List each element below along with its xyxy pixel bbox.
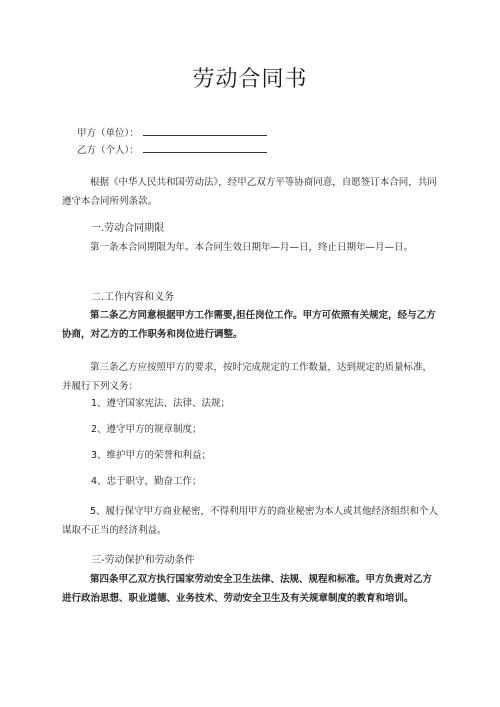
list-item: 3、维护甲方的荣誉和利益； [91, 450, 212, 461]
party-a-line [77, 126, 267, 141]
section-3-text: 第三条乙方应按照甲方的要求，按时完成规定的工作数量，达到规定的质量标准，并履行下列义务： [62, 362, 433, 392]
party-a-label: 甲方（单位）： [77, 128, 139, 139]
party-b-label: 乙方（个人）： [77, 145, 139, 156]
party-a-blank [143, 126, 267, 136]
intro-paragraph: 根据《中华人民共和国劳动法》，经甲乙双方平等协商同意，自愿签订本合同，共同遵守本合同所列条款。 [62, 177, 437, 207]
section-2-text: 第二条乙方同意根据甲方工作需要,担任岗位工作。甲方可依照有关规定，经与乙方协商，对乙方的工作职务和岗位进行调整。 [62, 310, 436, 340]
section-1-heading: 一.劳动合同期限 [91, 223, 165, 234]
page-title: 劳动合同书 [192, 67, 308, 92]
list-item: 1、遵守国家宪法、法律、法规； [91, 398, 231, 409]
list-item: 4、忠于职守，勤奋工作； [91, 476, 202, 487]
list-item: 2、遵守甲方的规章制度； [91, 424, 202, 435]
section-1-text: 第一条本合同期限为年。本合同生效日期年—月—日，终止日期年—月—日。 [90, 242, 414, 253]
section-4-text: 第四条甲乙双方执行国家劳动安全卫生法律、法规、规程和标准。甲方负责对乙方进行政治思想、职业道德、业务技术、劳动安全卫生及有关规章制度的教育和培训。 [62, 574, 433, 604]
section-3-heading: 三-劳动保护和劳动条件 [91, 555, 195, 566]
section-2-heading: 二.工作内容和义务 [91, 292, 175, 303]
party-b-blank [143, 143, 267, 153]
party-b-line [77, 143, 267, 158]
list-item-5: 5、履行保守甲方商业秘密，不得利用甲方的商业秘密为本人或其他经济组织和个人谋取不正当的经济利益。 [62, 506, 439, 536]
